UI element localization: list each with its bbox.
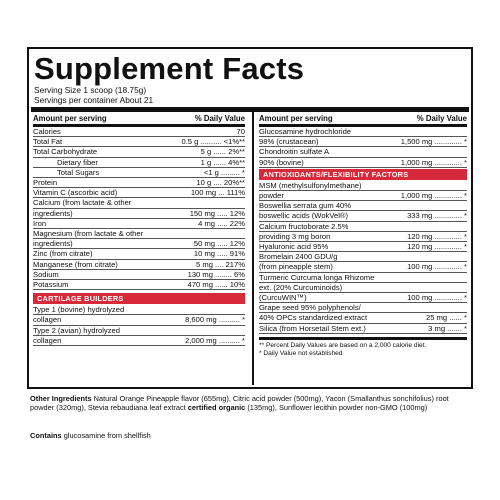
nutrient-row (33, 239, 245, 249)
nutrient-row (33, 249, 245, 259)
other-ingredients (30, 394, 475, 413)
ingredient-amount: 100 mg ... 111% (190, 188, 245, 198)
ingredient-amount: 10 g .... 20%** (196, 178, 245, 188)
nutrient-row (33, 209, 245, 219)
ingredient-name: Dietary fiber (57, 157, 98, 167)
ingredient-name: Chondroitin sulfate A (259, 147, 330, 157)
nutrient-row (259, 303, 467, 313)
ingredient-amount: 70 (236, 127, 245, 136)
ingredient-name: Iron (33, 218, 47, 228)
amount-header: Amount per serving (259, 114, 333, 123)
left-header (33, 112, 245, 127)
ingredient-amount: 0.5 g .......... <1%** (181, 137, 245, 147)
nutrient-row (33, 305, 245, 315)
certified-organic-text: certified organic (187, 403, 246, 413)
nutrient-row (259, 127, 467, 137)
ingredient-name: 90% (bovine) (259, 157, 304, 167)
ingredient-amount: 333 mg ............. * (407, 211, 467, 221)
nutrient-row (259, 232, 467, 242)
nutrient-row (259, 313, 467, 323)
ingredient-amount: 25 mg ...... * (426, 313, 467, 323)
ingredient-name: Hyaluronic acid 95% (259, 242, 329, 252)
ingredient-name: Glucosamine hydrochloride (259, 127, 352, 136)
ingredient-amount: <1 g ......... * (203, 167, 245, 177)
ingredient-name: Total Carbohydrate (33, 147, 98, 157)
nutrient-row (259, 293, 467, 303)
allergen-statement (30, 431, 151, 440)
ingredient-name: Calcium fructoborate 2.5% (259, 221, 349, 231)
ingredient-amount: 50 mg ..... 12% (193, 239, 245, 249)
ingredient-amount: 10 mg ..... 91% (193, 249, 245, 259)
ingredient-name: 98% (crustacean) (259, 137, 319, 147)
ingredient-name: ext. (20% Curcuminoids) (259, 282, 343, 292)
ingredient-name: Bromelain 2400 GDU/g (259, 252, 338, 262)
nutrient-row (33, 280, 245, 290)
ingredient-amount: 1 g ...... 4%** (200, 157, 245, 167)
ingredient-amount: 8,600 mg .......... * (185, 315, 245, 325)
ingredient-name: Zinc (from citrate) (33, 249, 93, 259)
contains-text: glucosamine from shellfish (63, 431, 151, 440)
nutrient-row (259, 191, 467, 201)
ingredient-name: Sodium (33, 269, 59, 279)
other-ingredients-text-2: (135mg), Sunflower lecithin powder non-GMO (100mg) (247, 403, 428, 413)
nutrient-list (33, 127, 245, 290)
left-column (33, 112, 245, 346)
ingredient-name: Potassium (33, 280, 69, 290)
ingredient-name: Calories (33, 127, 61, 136)
ingredient-name: Total Fat (33, 137, 63, 147)
nutrient-row (33, 178, 245, 188)
cartilage-list (33, 305, 245, 346)
amount-header: Amount per serving (33, 114, 107, 123)
nutrient-row (259, 201, 467, 211)
dv-header: % Daily Value (416, 114, 467, 123)
ingredient-name: Magnesium (from lactate & other (33, 229, 144, 239)
nutrient-row (33, 260, 245, 270)
nutrient-row (259, 222, 467, 232)
ingredient-name: Type 2 (avian) hydrolyzed (33, 325, 120, 335)
footnote-not-established: * Daily Value not established (259, 350, 343, 358)
ingredient-name: providing 3 mg boron (259, 231, 331, 241)
serving-size: Serving Size 1 scoop (18.75g) (34, 85, 147, 95)
ingredient-name: boswellic acids (WokVel®) (259, 211, 349, 221)
nutrient-row (259, 262, 467, 272)
right-header (259, 112, 467, 127)
nutrient-row (33, 158, 245, 168)
ingredient-name: Boswellia serrata gum 40% (259, 201, 352, 211)
nutrient-row (33, 315, 245, 325)
ingredient-amount: 5 mg .... 217% (196, 259, 245, 269)
ingredient-name: (from pineapple stem) (259, 262, 333, 272)
nutrient-row (33, 188, 245, 198)
ingredient-name: Protein (33, 178, 58, 188)
servings-per-container: Servings per container About 21 (34, 95, 154, 105)
nutrient-row (259, 137, 467, 147)
nutrient-row (259, 211, 467, 221)
nutrient-row (33, 336, 245, 346)
ingredient-name: MSM (methylsulfonylmethane) (259, 180, 362, 190)
ingredient-amount: 1,000 mg ............. * (400, 157, 467, 167)
nutrient-row (259, 324, 467, 334)
ingredient-name: powder (259, 191, 284, 201)
right-column (259, 112, 467, 359)
ingredient-name: Type 1 (bovine) hydrolyzed (33, 305, 125, 315)
panel-title: Supplement Facts (34, 51, 305, 86)
nutrient-row (33, 147, 245, 157)
nutrient-row (33, 219, 245, 229)
ingredient-name: collagen (33, 315, 62, 325)
ingredient-name: 40% OPCs standardized extract (259, 313, 368, 323)
nutrient-row (33, 229, 245, 239)
ingredient-amount: 120 mg ............. * (407, 231, 467, 241)
nutrient-row (259, 158, 467, 168)
ingredient-name: Vitamin C (ascorbic acid) (33, 188, 118, 198)
ingredient-amount: 120 mg ............. * (407, 242, 467, 252)
ingredient-name: Total Sugars (57, 167, 100, 177)
cartilage-section-header: CARTILAGE BUILDERS (33, 293, 245, 304)
nutrient-row (259, 252, 467, 262)
nutrient-row (259, 147, 467, 157)
ingredient-amount: 150 mg ..... 12% (189, 208, 245, 218)
ingredient-amount: 1,500 mg ............. * (400, 137, 467, 147)
ingredient-amount: 470 mg ...... 10% (187, 280, 245, 290)
nutrient-row (33, 127, 245, 137)
supplement-facts-panel (27, 47, 473, 389)
ingredient-amount: 4 mg ..... 22% (198, 218, 245, 228)
column-divider (252, 112, 254, 385)
ingredient-amount: 3 mg ....... * (428, 323, 467, 333)
contains-label: Contains (30, 431, 62, 440)
ingredient-name: Calcium (from lactate & other (33, 198, 132, 208)
ingredient-amount: 1,000 mg ............. * (400, 191, 467, 201)
ingredient-amount: 130 mg ........ 6% (187, 269, 245, 279)
nutrient-row (33, 326, 245, 336)
ingredient-name: (CurcuWIN™) (259, 293, 307, 303)
other-ingredients-text-1: Natural Orange Pineapple flavor (655mg), Citric acid powder (500mg), Yacon (Smallanthus sonchifolius) root powder (320mg), Stevia rebaudiana leaf extract (30, 394, 449, 413)
nutrient-row (259, 273, 467, 283)
dv-header: % Daily Value (194, 114, 245, 123)
antioxidants-section-header: ANTIOXIDANTS/FLEXIBILITY FACTORS (259, 169, 467, 180)
serving-info (34, 85, 153, 105)
joint-ingredient-list (259, 127, 467, 168)
ingredient-amount: 2,000 mg .......... * (185, 335, 245, 345)
nutrient-row (259, 283, 467, 293)
ingredient-name: Manganese (from citrate) (33, 259, 118, 269)
ingredient-amount: 100 mg ............. * (407, 262, 467, 272)
nutrient-row (33, 270, 245, 280)
ingredient-name: ingredients) (33, 208, 73, 218)
nutrient-row (33, 198, 245, 208)
ingredient-name: collagen (33, 335, 62, 345)
ingredient-name: Grape seed 95% polyphenols/ (259, 303, 361, 313)
footnote-daily-values: ** Percent Daily Values are based on a 2,000 calorie diet. (259, 341, 427, 349)
ingredient-name: ingredients) (33, 239, 73, 249)
other-ingredients-label: Other Ingredients (30, 394, 92, 403)
ingredient-name: Silica (from Horsetail Stem ext.) (259, 323, 366, 333)
ingredient-name: Turmeric Curcuma longa Rhizome (259, 272, 375, 282)
ingredient-amount: 5 g ...... 2%** (200, 147, 245, 157)
nutrient-row (33, 168, 245, 178)
nutrient-row (259, 242, 467, 252)
nutrient-row (33, 137, 245, 147)
antioxidant-list (259, 181, 467, 334)
footnotes (259, 337, 467, 359)
nutrient-row (259, 181, 467, 191)
ingredient-amount: 100 mg ............. * (407, 293, 467, 303)
